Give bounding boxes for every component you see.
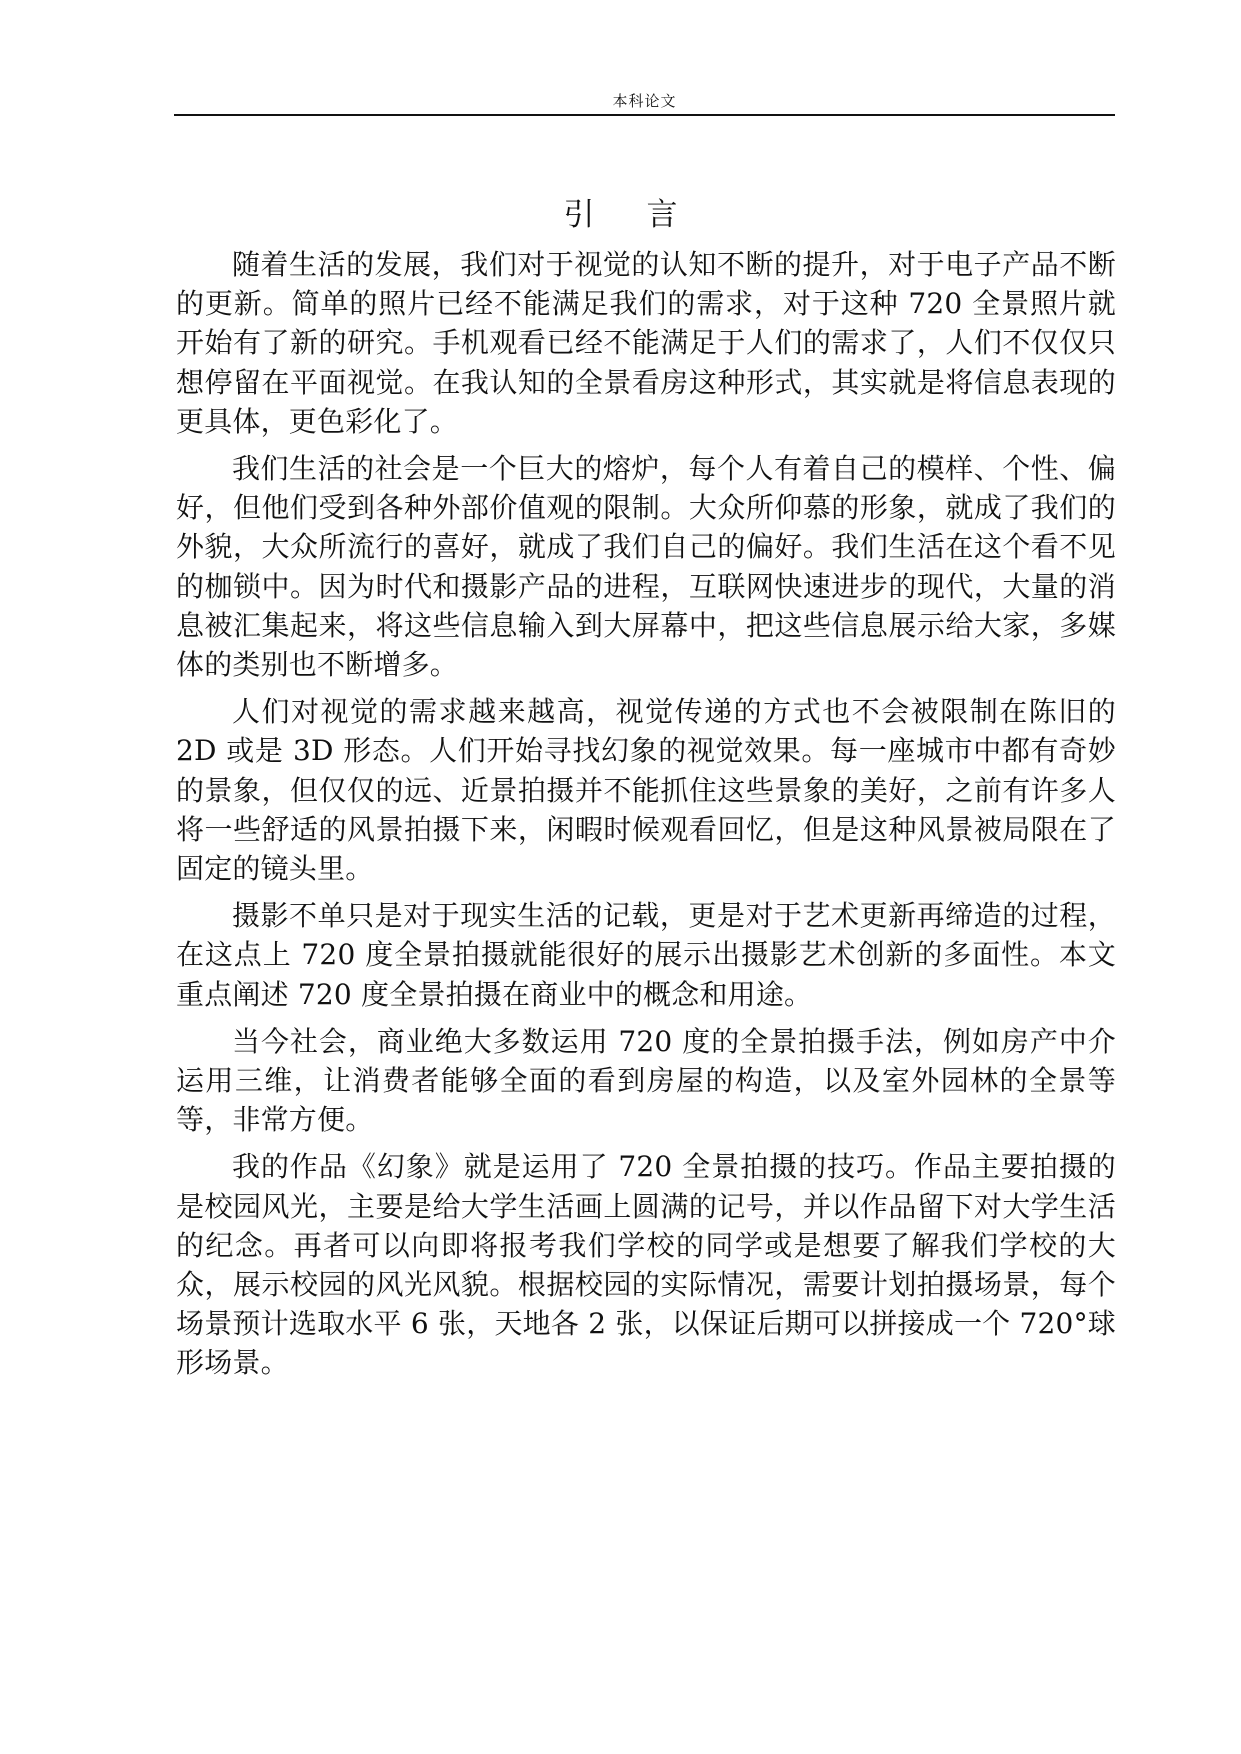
paragraph: 人们对视觉的需求越来越高，视觉传递的方式也不会被限制在陈旧的 2D 或是 3D 形态。人们开始寻找幻象的视觉效果。每一座城市中都有奇妙的景象，但仅仅的远、近景拍摄并不能抓住这些景象的美好，之前有许多人将一些舒适的风景拍摄下来，闲暇时候观看回忆，但是这种风景被局限在了固定的镜头里。 [176,695,1116,886]
paragraph: 摄影不单只是对于现实生活的记载，更是对于艺术更新再缔造的过程，在这点上 720 度全景拍摄就能很好的展示出摄影艺术创新的多面性。本文重点阐述 720 度全景拍摄在商业中的概念和用途。 [176,899,1116,1011]
section-title: 引言 [563,197,730,233]
page-header [174,84,1115,116]
paragraph: 我的作品《幻象》就是运用了 720 全景拍摄的技巧。作品主要拍摄的是校园风光，主要是给大学生活画上圆满的记号，并以作品留下对大学生活的纪念。再者可以向即将报考我们学校的同学或是想要了解我们学校的大众，展示校园的风光风貌。根据校园的实际情况，需要计划拍摄场景，每个场景预计选取水平 6 张，天地各 2 张，以保证后期可以拼接成一个 720°球形场景。 [176,1150,1116,1380]
paragraph: 我们生活的社会是一个巨大的熔炉，每个人有着自己的模样、个性、偏好，但他们受到各种外部价值观的限制。大众所仰慕的形象，就成了我们的外貌，大众所流行的喜好，就成了我们自己的偏好。我们生活在这个看不见的枷锁中。因为时代和摄影产品的进程，互联网快速进步的现代，大量的消息被汇集起来，将这些信息输入到大屏幕中，把这些信息展示给大家，多媒体的类别也不断增多。 [176,452,1116,682]
running-title: 本科论文 [612,92,677,110]
paragraph: 随着生活的发展，我们对于视觉的认知不断的提升，对于电子产品不断的更新。简单的照片已经不能满足我们的需求，对于这种 720 全景照片就开始有了新的研究。手机观看已经不能满足于人们的需求了，人们不仅仅只想停留在平面视觉。在我认知的全景看房这种形式，其实就是将信息表现的更具体，更色彩化了。 [176,248,1116,438]
body-text [176,245,1116,1391]
paragraph: 当今社会，商业绝大多数运用 720 度的全景拍摄手法，例如房产中介运用三维，让消费者能够全面的看到房屋的构造，以及室外园林的全景等等，非常方便。 [176,1024,1116,1137]
